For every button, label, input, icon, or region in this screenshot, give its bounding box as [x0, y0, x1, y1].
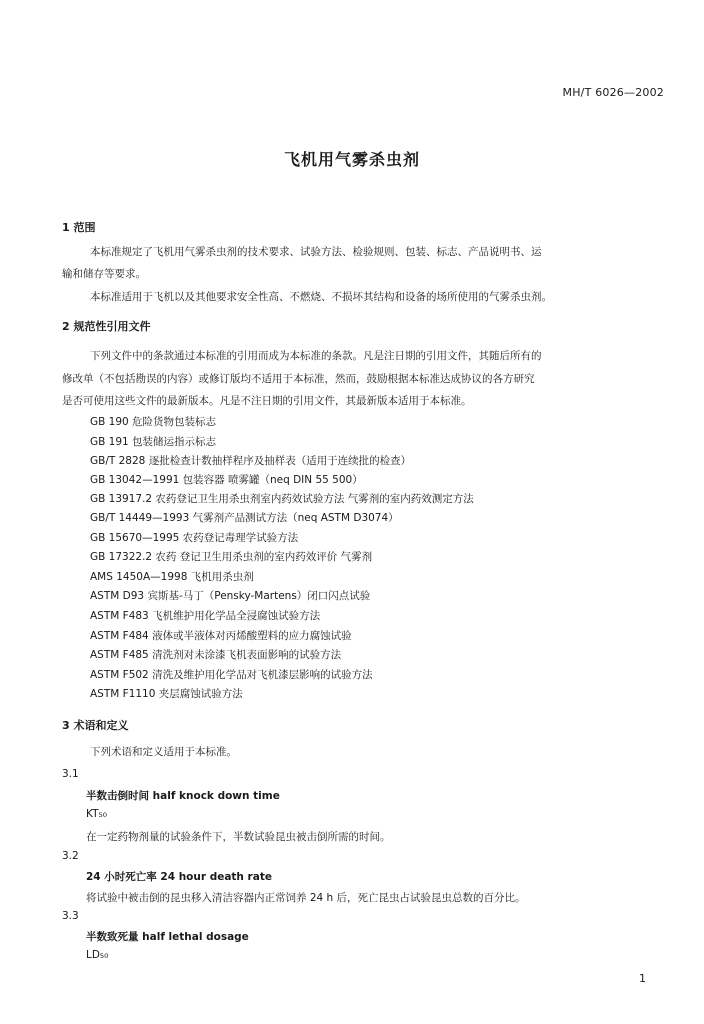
- term-3-3-number: 3.3: [62, 910, 79, 922]
- section-2-heading: 2 规范性引用文件: [62, 320, 151, 333]
- reference-item: ASTM D93 宾斯基-马丁（Pensky-Martens）闭口闪点试验: [90, 590, 371, 602]
- term-3-1-number: 3.1: [62, 768, 79, 780]
- reference-item: GB 17322.2 农药 登记卫生用杀虫剂的室内药效评价 气雾剂: [90, 551, 373, 563]
- reference-item: GB/T 14449—1993 气雾剂产品测试方法（neq ASTM D3074）: [90, 512, 399, 524]
- reference-item: GB 13042—1991 包装容器 喷雾罐（neq DIN 55 500）: [90, 474, 363, 486]
- term-3-1-abbreviation: KT₅₀: [86, 808, 107, 820]
- section-1-heading: 1 范围: [62, 221, 96, 234]
- section-2-paragraph-line-2: 修改单（不包括勘误的内容）或修订版均不适用于本标准，然而，鼓励根据本标准达成协议的各方研究: [62, 373, 535, 385]
- document-title: 飞机用气雾杀虫剂: [283, 150, 420, 169]
- reference-item: GB 15670—1995 农药登记毒理学试验方法: [90, 532, 299, 544]
- term-3-2-number: 3.2: [62, 850, 79, 862]
- section-3-intro: 下列术语和定义适用于本标准。: [90, 746, 237, 758]
- section-3-heading: 3 术语和定义: [62, 719, 129, 732]
- term-3-2-definition: 将试验中被击倒的昆虫移入清洁容器内正常饲养 24 h 后，死亡昆虫占试验昆虫总数的百分比。: [86, 892, 526, 904]
- section-1-paragraph-1-line-2: 输和储存等要求。: [62, 268, 146, 280]
- page-number: 1: [639, 972, 646, 985]
- term-3-2-title: 24 小时死亡率 24 hour death rate: [86, 871, 272, 883]
- term-3-1-definition: 在一定药物剂量的试验条件下，半数试验昆虫被击倒所需的时间。: [86, 831, 391, 843]
- reference-item: AMS 1450A—1998 飞机用杀虫剂: [90, 571, 254, 583]
- reference-item: ASTM F485 清洗剂对未涂漆飞机表面影响的试验方法: [90, 649, 342, 661]
- reference-item: ASTM F484 液体或半液体对丙烯酸塑料的应力腐蚀试验: [90, 630, 352, 642]
- reference-item: GB 13917.2 农药登记卫生用杀虫剂室内药效试验方法 气雾剂的室内药效测定方法: [90, 493, 474, 505]
- section-1-paragraph-2: 本标准适用于飞机以及其他要求安全性高、不燃烧、不损坏其结构和设备的场所使用的气雾杀虫剂。: [90, 291, 552, 303]
- term-3-1-title: 半数击倒时间 half knock down time: [86, 790, 280, 802]
- reference-item: ASTM F502 清洗及维护用化学品对飞机漆层影响的试验方法: [90, 669, 373, 681]
- term-3-3-title: 半数致死量 half lethal dosage: [86, 931, 249, 943]
- reference-item: GB/T 2828 逐批检查计数抽样程序及抽样表（适用于连续批的检查）: [90, 455, 412, 467]
- standard-number: MH/T 6026—2002: [562, 86, 664, 99]
- reference-item: ASTM F1110 夹层腐蚀试验方法: [90, 688, 243, 700]
- section-1-paragraph-1-line-1: 本标准规定了飞机用气雾杀虫剂的技术要求、试验方法、检验规则、包装、标志、产品说明书、运: [90, 246, 542, 258]
- section-2-paragraph-line-3: 是否可使用这些文件的最新版本。凡是不注日期的引用文件，其最新版本适用于本标准。: [62, 395, 472, 407]
- reference-item: GB 190 危险货物包装标志: [90, 416, 217, 428]
- reference-item: ASTM F483 飞机维护用化学品全浸腐蚀试验方法: [90, 610, 321, 622]
- reference-item: GB 191 包装储运指示标志: [90, 436, 217, 448]
- section-2-paragraph-line-1: 下列文件中的条款通过本标准的引用而成为本标准的条款。凡是注日期的引用文件，其随后所有的: [90, 350, 542, 362]
- term-3-3-abbreviation: LD₅₀: [86, 949, 109, 961]
